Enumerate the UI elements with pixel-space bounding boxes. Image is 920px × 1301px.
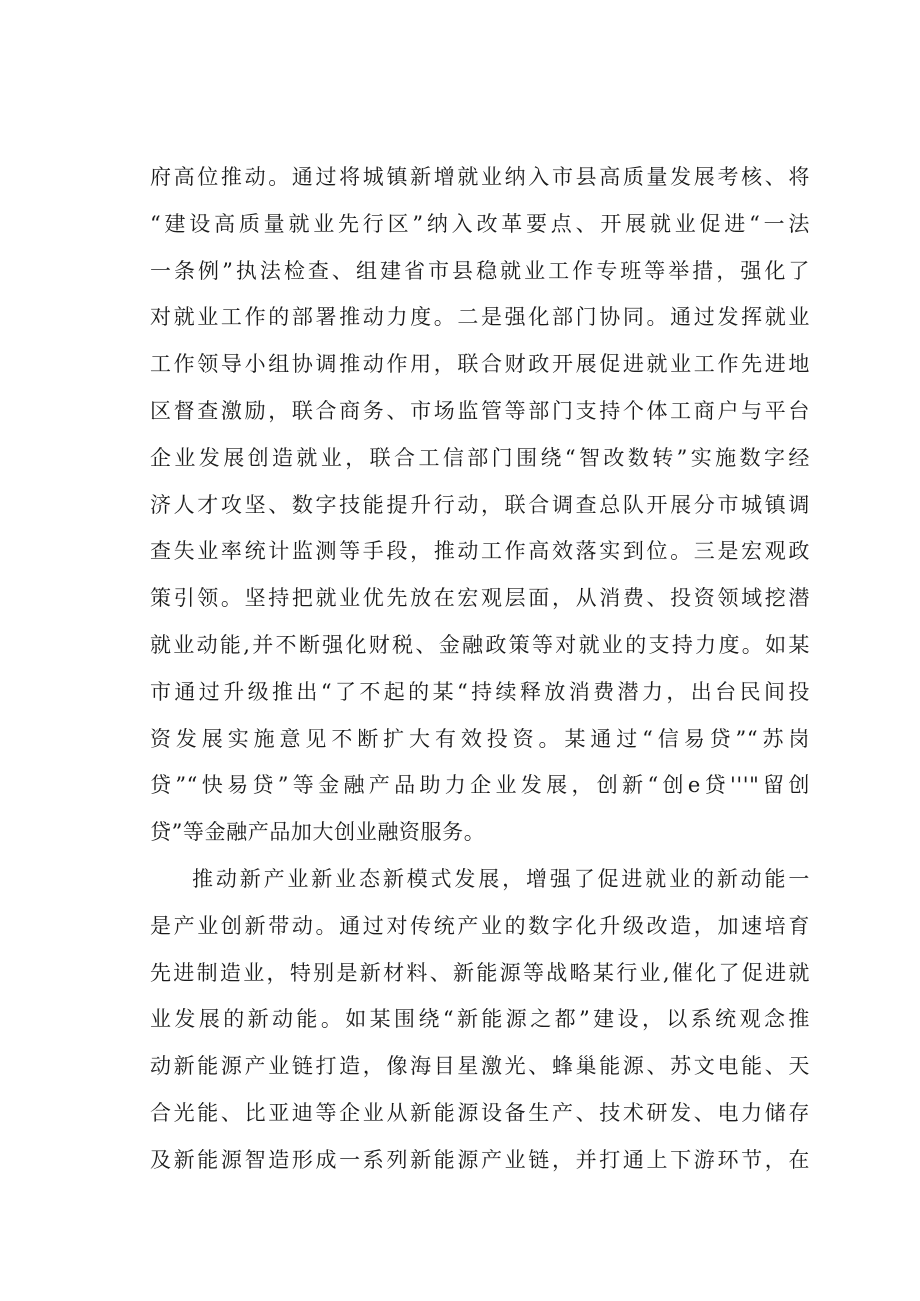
paragraph-new-industries	[150, 856, 810, 1184]
text-line: 区督查激励，联合商务、市场监管等部门支持个体工商户与平台	[150, 398, 810, 423]
text-line: 及新能源智造形成一系列新能源产业链，并打通上下游环节，在	[150, 1147, 810, 1172]
paragraph-policy-support	[150, 154, 810, 856]
text-line: 就业动能,并不断强化财税、金融政策等对就业的支持力度。如某	[150, 632, 810, 657]
text-line: 企业发展创造就业，联合工信部门围绕“智改数转”实施数字经	[150, 445, 810, 470]
text-line: 对就业工作的部署推动力度。二是强化部门协同。通过发挥就业	[150, 305, 810, 330]
text-line: 工作领导小组协调推动作用，联合财政开展促进就业工作先进地	[150, 352, 810, 377]
text-line: 业发展的新动能。如某围绕“新能源之都”建设，以系统观念推	[150, 1007, 810, 1032]
text-line: 策引领。坚持把就业优先放在宏观层面，从消费、投资领域挖潜	[150, 586, 810, 611]
text-line: 府高位推动。通过将城镇新增就业纳入市县高质量发展考核、将	[150, 165, 810, 189]
text-line: 合光能、比亚迪等企业从新能源设备生产、技术研发、电力储存	[150, 1100, 810, 1125]
text-line: “建设高质量就业先行区”纳入改革要点、开展就业促进“一法	[150, 211, 810, 236]
body-text	[150, 154, 810, 1184]
text-line: 贷”“快易贷”等金融产品助力企业发展，创新“创e贷'''"留创	[150, 773, 810, 798]
text-line: 贷”等金融产品加大创业融资服务。	[150, 820, 486, 845]
text-line: 资发展实施意见不断扩大有效投资。某通过“信易贷”“苏岗	[150, 726, 810, 751]
text-line: 动新能源产业链打造，像海目星激光、蜂巢能源、苏文电能、天	[150, 1054, 810, 1079]
text-line: 市通过升级推出“了不起的某“持续释放消费潜力，出台民间投	[150, 679, 810, 704]
text-line: 一条例”执法检查、组建省市县稳就业工作专班等举措，强化了	[150, 258, 810, 283]
text-line: 推动新产业新业态新模式发展，增强了促进就业的新动能一	[192, 866, 810, 891]
text-line: 先进制造业，特别是新材料、新能源等战略某行业,催化了促进就	[150, 960, 810, 985]
text-line: 是产业创新带动。通过对传统产业的数字化升级改造，加速培育	[150, 913, 810, 938]
text-line: 济人才攻坚、数字技能提升行动，联合调查总队开展分市城镇调	[150, 492, 810, 517]
text-line: 查失业率统计监测等手段，推动工作高效落实到位。三是宏观政	[150, 539, 810, 564]
